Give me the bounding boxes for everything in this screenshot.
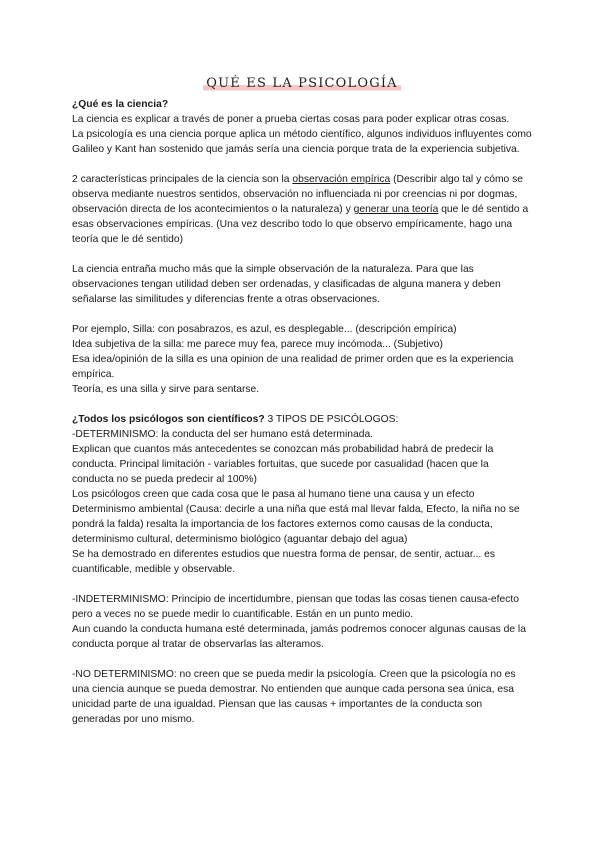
section-heading-ciencia [72, 97, 532, 112]
paragraph: Por ejemplo, Silla: con posabrazos, es azul, es desplegable... (descripción empírica) [72, 324, 457, 335]
paragraph: La ciencia entraña mucho más que la simple observación de la naturaleza. Para que las observaciones tengan utilidad deben ser ordenadas, y clasificadas de alguna manera y deben señalarse las similitudes y diferencias frente a otras observaciones. [72, 264, 501, 305]
underlined-term: generar una teoría [353, 204, 439, 215]
paragraph: Los psicólogos creen que cada cosa que le pasa al humano tiene una causa y un efecto Determinismo ambiental (Causa: decirle a una niña que está mal llevar falda, Efecto, la niña no se pondrá la falda) resalta la importancia de los factores externos como causas de la conducta, determinismo cultural, determinismo biológico (aguantar debajo del agua) [72, 489, 520, 545]
paragraph: Idea subjetiva de la silla: me parece muy fea, parece muy incómoda... (Subjetivo) [72, 339, 443, 350]
heading-tail: 3 TIPOS DE PSICÓLOGOS: [264, 414, 399, 425]
heading-text: ¿Todos los psicólogos son científicos? [72, 414, 265, 425]
paragraph: -NO DETERMINISMO: no creen que se pueda medir la psicología. Creen que la psicología no es una ciencia aunque se pueda demostrar. No entienden que aunque cada persona sea única, esa unicidad parte de una igualdad. Piensan que las causas + importantes de la conducta son generadas por uno mismo. [72, 669, 516, 725]
paragraph-caracteristicas: 2 características principales de la ciencia son la observación empírica (Describir algo tal y cómo se observa mediante nuestros sentidos, observación no influenciada ni por creencias ni por dogmas, observación directa de los acontecimientos o la naturaleza) y generar una teoría que le dé sentido a esas observaciones empíricas. (Una vez describo todo lo que observo empíricamente, hago una teoría que le dé sentido) [72, 174, 529, 245]
paragraph: -DETERMINISMO: la conducta del ser humano está determinada. [72, 429, 374, 440]
heading-text: ¿Qué es la ciencia? [72, 99, 169, 110]
paragraph: Aun cuando la conducta humana esté determinada, jamás podremos conocer algunas causas de la conducta porque al tratar de observarlas las alteramos. [72, 624, 526, 650]
paragraph: Se ha demostrado en diferentes estudios que nuestra forma de pensar, de sentir, actuar... es cuantificable, medible y observable. [72, 549, 496, 575]
paragraph: Explican que cuantos más antecedentes se conozcan más probabilidad habrá de predecir la conducta. Principal limitación - variables fortuitas, que sucede por casualidad (hacen que la conducta no se pueda predecir al 100%) [72, 444, 494, 485]
paragraph: Teoría, es una silla y sirve para sentarse. [72, 384, 260, 395]
title-container [72, 74, 532, 92]
section-heading-psicologos [72, 412, 532, 427]
paragraph: La ciencia es explicar a través de poner a prueba ciertas cosas para poder explicar otras cosas. [72, 114, 510, 125]
paragraph: Esa idea/opinión de la silla es una opinion de una realidad de primer orden que es la experiencia empírica. [72, 354, 514, 380]
page-title: QUÉ ES LA PSICOLOGÍA [203, 76, 401, 92]
document-page [72, 74, 532, 727]
underlined-term: observación empírica [292, 174, 391, 185]
paragraph: La psicología es una ciencia porque aplica un método científico, algunos individuos influyentes como Galileo y Kant han sostenido que jamás sería una ciencia porque trata de la experiencia subjetiva. [72, 129, 532, 155]
paragraph: -INDETERMINISMO: Principio de incertidumbre, piensan que todas las cosas tienen causa-efecto pero a veces no se puede medir lo cuantificable. Están en un punto medio. [72, 594, 519, 620]
